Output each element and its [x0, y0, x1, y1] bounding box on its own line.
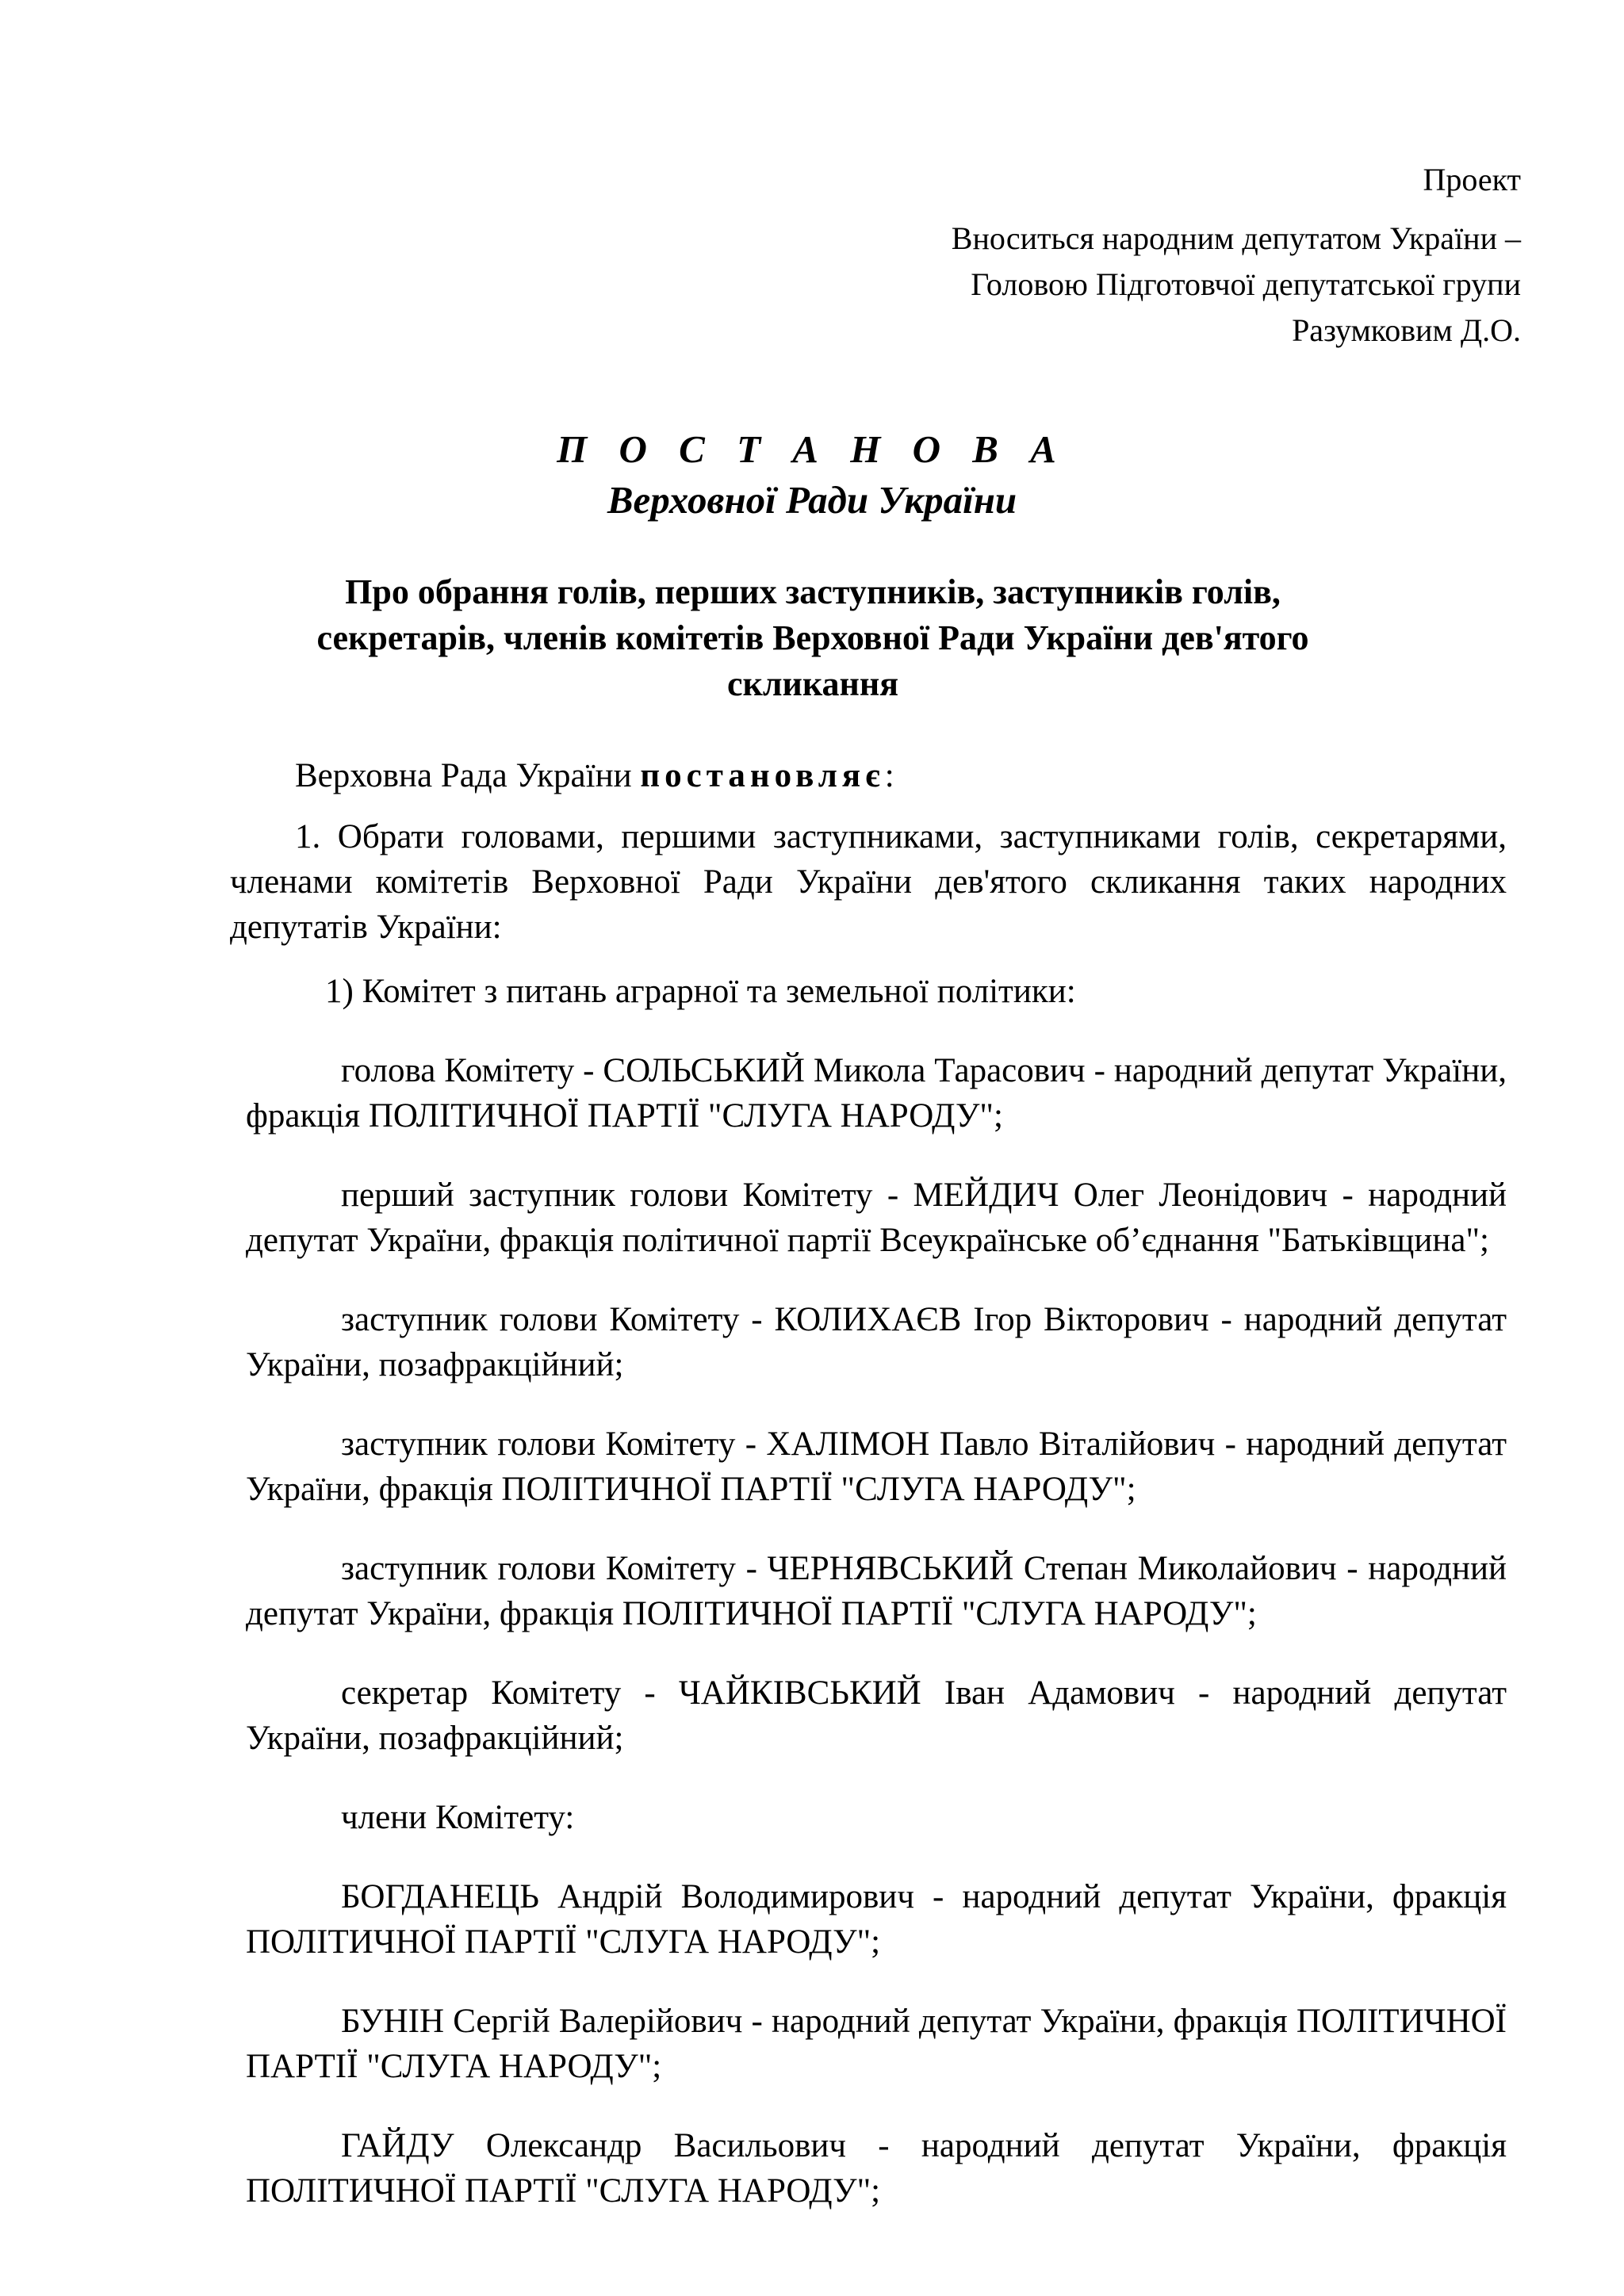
committee-member: заступник голови Комітету - КОЛИХАЄВ Ігор Вікторович - народний депутат України, позафракційний; — [246, 1301, 1507, 1383]
submitted-by-line-3: Разумковим Д.О. — [1292, 312, 1521, 348]
intro-emphasis: постановляє — [640, 757, 885, 794]
committee-member: секретар Комітету - ЧАЙКІВСЬКИЙ Іван Адамович - народний депутат України, позафракційний; — [246, 1674, 1507, 1757]
document-body — [230, 753, 1507, 2231]
document-title — [0, 424, 1624, 526]
document-type: П О С Т А Н О В А — [557, 427, 1067, 471]
committee-member: БУНІН Сергій Валерійович - народний депутат України, фракція ПОЛІТИЧНОЇ ПАРТІЇ "СЛУГА НАРОДУ"; — [246, 2003, 1507, 2085]
item-1-paragraph: 1. Обрати головами, першими заступниками, заступниками голів, секретарями, членами комітетів Верховної Ради України дев'ятого скликання таких народних депутатів України: — [230, 818, 1507, 946]
submitted-by-line-1: Вноситься народним депутатом України – — [951, 220, 1521, 256]
committee-member: заступник голови Комітету - ХАЛІМОН Павло Віталійович - народний депутат України, фракція ПОЛІТИЧНОЇ ПАРТІЇ "СЛУГА НАРОДУ"; — [246, 1425, 1507, 1508]
intro-paragraph — [230, 753, 1507, 798]
intro-end: : — [884, 757, 894, 794]
intro-text: Верховна Рада України — [295, 757, 641, 794]
committee-member: ГАЙДУ Олександр Васильович - народний депутат України, фракція ПОЛІТИЧНОЇ ПАРТІЇ "СЛУГА НАРОДУ"; — [246, 2127, 1507, 2210]
project-label: Проект — [1423, 162, 1521, 197]
submitted-by-line-2: Головою Підготовчої депутатської групи — [971, 266, 1521, 302]
committee-member: заступник голови Комітету - ЧЕРНЯВСЬКИЙ Степан Миколайович - народний депутат України, фракція ПОЛІТИЧНОЇ ПАРТІЇ "СЛУГА НАРОДУ"; — [246, 1550, 1507, 1632]
committee-member: голова Комітету - СОЛЬСЬКИЙ Микола Тарасович - народний депутат України, фракція ПОЛІТИЧНОЇ ПАРТІЇ "СЛУГА НАРОДУ"; — [246, 1052, 1507, 1135]
committee-member: перший заступник голови Комітету - МЕЙДИЧ Олег Леонідович - народний депутат України, фракція політичної партії Всеукраїнське об’єднання "Батьківщина"; — [246, 1177, 1507, 1259]
members-heading: члени Комітету: — [341, 1799, 575, 1836]
document-issuer: Верховної Ради України — [607, 478, 1017, 522]
committee-heading: 1) Комітет з питань аграрної та земельної політики: — [325, 973, 1076, 1010]
document-subject: Про обрання голів, перших заступників, заступників голів, секретарів, членів комітетів Верховної Ради України дев'ятого скликання — [316, 572, 1309, 703]
committee-member: БОГДАНЕЦЬ Андрій Володимирович - народний депутат України, фракція ПОЛІТИЧНОЇ ПАРТІЇ "СЛУГА НАРОДУ"; — [246, 1878, 1507, 1961]
header-block — [728, 157, 1521, 354]
